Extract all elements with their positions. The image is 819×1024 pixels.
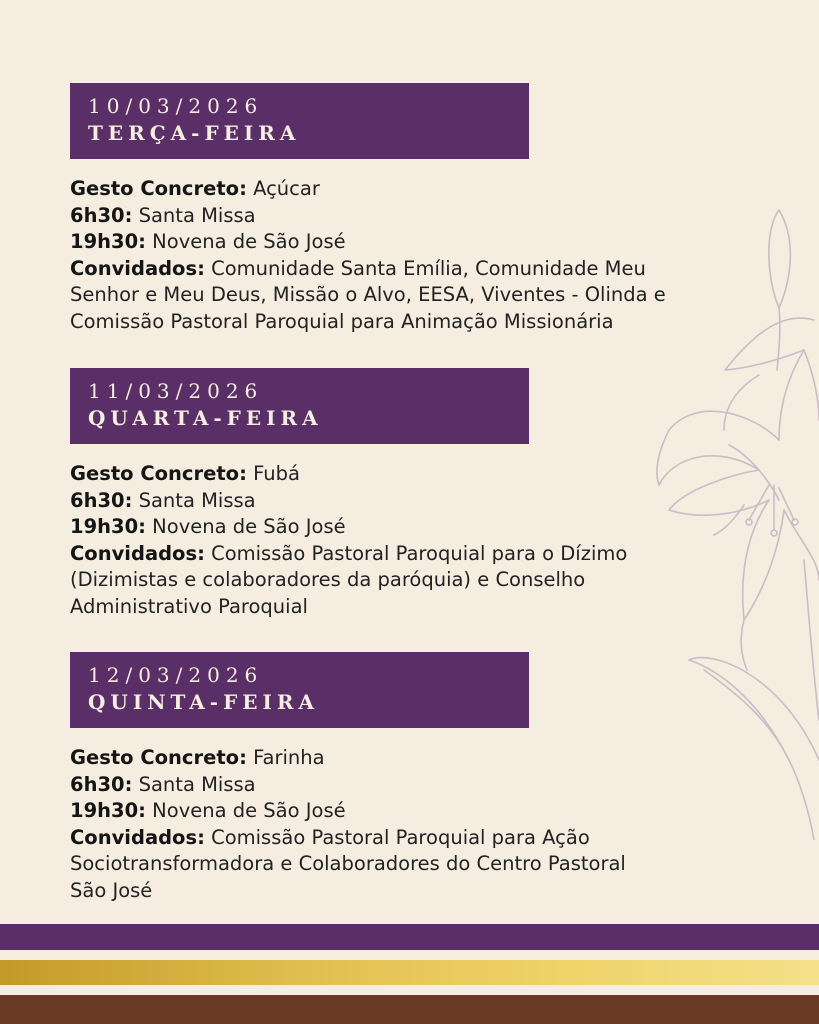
day-header-1 [70, 83, 529, 159]
footer-band-gold [0, 960, 819, 985]
convidados-line: Convidados: Comunidade Santa Emília, Comunidade Meu [70, 256, 646, 280]
footer-band-purple [0, 924, 819, 950]
day-details-1 [70, 176, 710, 335]
morning-mass-line: 6h30: Santa Missa [70, 772, 256, 796]
convidados-continuation: Comissão Pastoral Paroquial para Animação Missionária [70, 309, 614, 333]
evening-novena-line: 19h30: Novena de São José [70, 799, 346, 822]
day-weekday: QUINTA-FEIRA [88, 690, 320, 714]
day-header-2 [70, 368, 529, 444]
gesto-concreto-line: Gesto Concreto: Fubá [70, 462, 300, 485]
day-header-3 [70, 652, 529, 728]
gesto-concreto-line: Gesto Concreto: Açúcar [70, 177, 320, 200]
gesto-concreto-line: Gesto Concreto: Farinha [70, 746, 325, 769]
day-details-2 [70, 461, 710, 620]
evening-novena-line: 19h30: Novena de São José [70, 515, 346, 538]
evening-novena-line: 19h30: Novena de São José [70, 230, 346, 253]
morning-mass-line: 6h30: Santa Missa [70, 203, 256, 227]
day-date: 12/03/2026 [88, 663, 264, 687]
day-date: 11/03/2026 [88, 379, 264, 403]
day-date: 10/03/2026 [88, 94, 264, 118]
convidados-continuation: Sociotransformadora e Colaboradores do Centro Pastoral [70, 852, 626, 875]
convidados-line: Convidados: Comissão Pastoral Paroquial para o Dízimo [70, 541, 628, 565]
convidados-continuation: São José [70, 878, 153, 902]
day-weekday: TERÇA-FEIRA [88, 121, 301, 145]
morning-mass-line: 6h30: Santa Missa [70, 488, 256, 512]
convidados-continuation: Administrativo Paroquial [70, 594, 308, 618]
day-details-3 [70, 745, 710, 904]
convidados-continuation: Senhor e Meu Deus, Missão o Alvo, EESA, Viventes - Olinda e [70, 283, 666, 306]
footer-band-brown [0, 995, 819, 1024]
day-weekday: QUARTA-FEIRA [88, 406, 323, 430]
convidados-line: Convidados: Comissão Pastoral Paroquial para Ação [70, 825, 590, 849]
convidados-continuation: (Dizimistas e colaboradores da paróquia) e Conselho [70, 568, 586, 591]
